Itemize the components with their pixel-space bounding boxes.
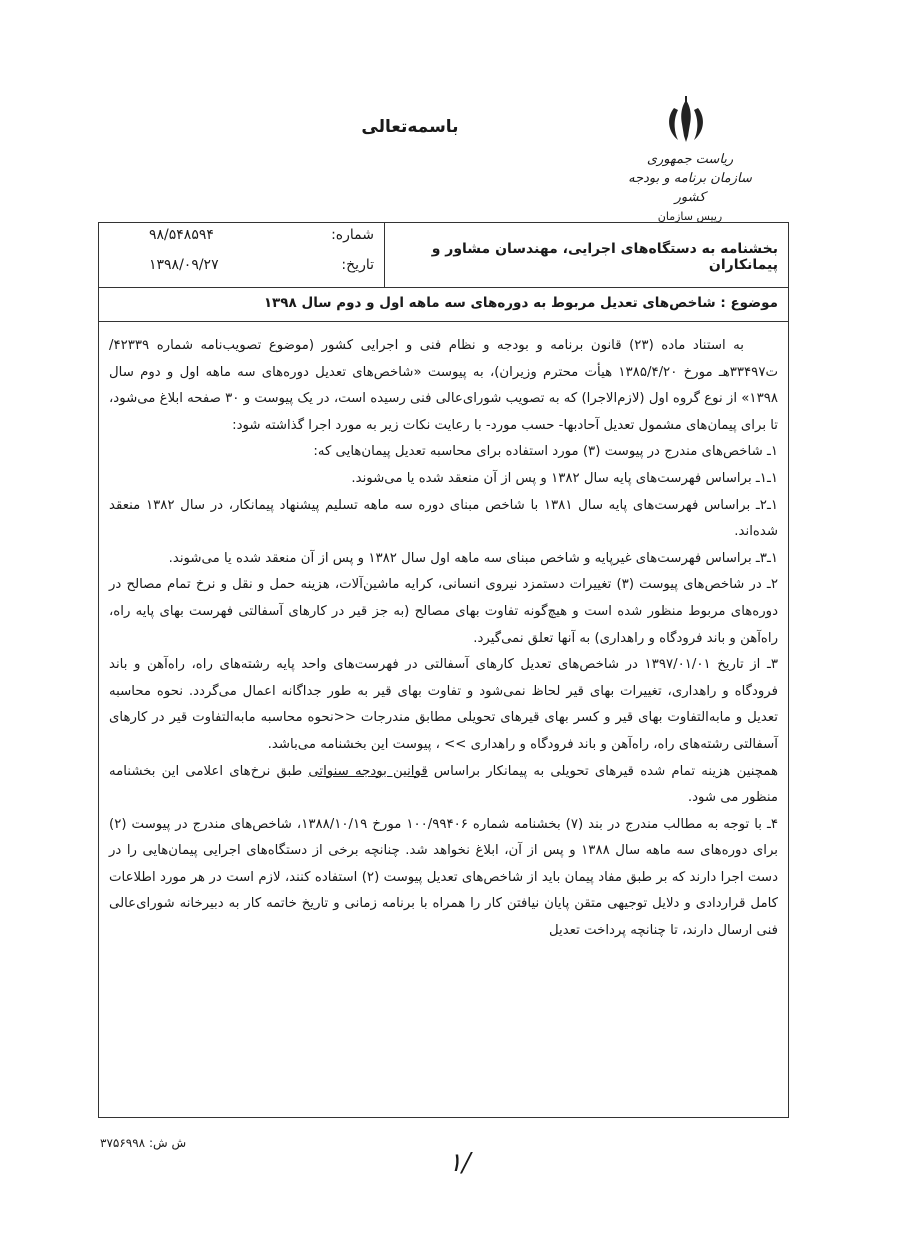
header-divider — [99, 287, 788, 288]
page-mark: ۱/ — [448, 1148, 471, 1178]
item-3-continuation — [109, 759, 778, 812]
number-value: ۹۸/۵۴۸۵۹۴ — [149, 227, 214, 243]
item-1-3: ۱ـ۳ـ براساس فهرست‌های غیرپایه و شاخص مبنای سه ماهه اول سال ۱۳۸۲ و پس از آن منعقد شده یا می‌شوند. — [168, 550, 778, 566]
letter-frame — [98, 222, 789, 1118]
header-vertical-divider — [384, 223, 385, 287]
letter-body — [109, 333, 778, 945]
org-line-organization: سازمان برنامه و بودجه کشور — [628, 171, 752, 205]
item-3: ۳ـ از تاریخ ۱۳۹۷/۰۱/۰۱ در شاخص‌های تعدیل کارهای آسفالتی در فهرست‌های واحد پایه رشته‌های راه، راه‌آهن و باند فرودگاه و راهداری، تغییرات بهای قیر لحاظ نمی‌شود و تفاوت بهای قیر به طور جداگانه اعمال می‌گردد. نحوه محاسبه تعدیل و مابه‌التفاوت بهای قیر و کسر بهای قیرهای تحویلی مطابق مندرجات <<نحوه محاسبه مابه‌التفاوت قیر در کارهای آسفالتی رشته‌های راه، راه‌آهن و باند فرودگاه و راهداری >> ، پیوست این بخشنامه می‌باشد. — [109, 657, 778, 752]
footer-reference: ش ش: ۳۷۵۶۹۹۸ — [100, 1136, 187, 1150]
subject-divider — [99, 321, 788, 322]
organization-signature-block — [620, 150, 760, 226]
date-value: ۱۳۹۸/۰۹/۲۷ — [149, 257, 219, 273]
item-1-2: ۱ـ۲ـ براساس فهرست‌های پایه سال ۱۳۸۱ با شاخص مبنای دوره سه ماهه تسلیم پیشنهاد پیمانکار، در سال ۱۳۸۲ منعقد شده‌اند. — [109, 497, 779, 540]
iran-emblem-icon — [662, 96, 710, 148]
org-line-head: رییس سازمان — [657, 210, 723, 223]
letter-number-row — [119, 227, 374, 251]
org-line-presidency: ریاست جمهوری — [646, 152, 734, 167]
subject-line: موضوع : شاخص‌های تعدیل مربوط به دوره‌های سه ماهه اول و دوم سال ۱۳۹۸ — [263, 295, 778, 311]
item-4: ۴ـ با توجه به مطالب مندرج در بند (۷) بخشنامه شماره ۱۰۰/۹۹۴۰۶ مورخ ۱۳۸۸/۱۰/۱۹، شاخص‌های مندرج در پیوست (۲) برای دوره‌های سه ماهه سال ۱۳۸۸ و پس از آن، ابلاغ نخواهد شد. چنانچه برخی از دستگاه‌های اجرایی پیمان‌هایی را در دست اجرا دارند که بر طبق مفاد پیمان باید از شاخص‌های تعدیل پیوست (۲) استفاده کنند، لازم است در هر مورد اطلاعات کامل قراردادی و دلایل توجیهی متقن پایان نیافتن کار را همراه با برنامه زمانی و تاریخ خاتمه کار به دبیرخانه شورای‌عالی فنی ارسال دارند، تا چنانچه پرداخت تعدیل — [109, 816, 778, 939]
item-2: ۲ـ در شاخص‌های پیوست (۳) تغییرات دستمزد نیروی انسانی، کرایه ماشین‌آلات، هزینه حمل و نقل و نرخ تمام مصالح در دوره‌های مربوط منظور شده است و هیچ‌گونه تفاوت بهای مصالح (به جز قیر در کارهای آسفالتی فهرست بهای پایه راه، راه‌آهن و باند فرودگاه و راهداری) به آنها تعلق نمی‌گیرد. — [109, 577, 778, 646]
item-3b-underlined: قوانین بودجه سنواتی — [308, 763, 428, 779]
item-3b-pre: همچنین هزینه تمام شده قیرهای تحویلی به پیمانکار براساس — [427, 763, 778, 779]
recipient-line: بخشنامه به دستگاه‌های اجرایی، مهندسان مشاور و پیمانکاران — [431, 241, 778, 273]
intro-paragraph: به استناد ماده (۲۳) قانون برنامه و بودجه و نظام فنی و اجرایی کشور (موضوع تصویب‌نامه شماره ۴۲۳۳۹/ت۳۳۴۹۷هـ مورخ ۱۳۸۵/۴/۲۰ هیأت محترم وزیران)، به پیوست «شاخص‌های تعدیل دوره‌های سه ماهه اول و دوم سال ۱۳۹۸» از نوع گروه اول (لازم‌الاجرا) که به تصویب شورای‌عالی فنی رسیده است، در یک پیوست و ۳۰ صفحه ابلاغ می‌شود، تا برای پیمان‌های مشمول تعدیل آحادبها- حسب مورد- با رعایت نکات زیر به مورد اجرا گذاشته شود: — [109, 338, 778, 433]
number-label: شماره: — [331, 227, 374, 243]
date-label: تاریخ: — [341, 257, 374, 273]
item-3b-post: طبق نرخ‌های اعلامی این بخشنامه منظور می شود. — [109, 763, 778, 806]
bismillah-heading: باسمه‌تعالی — [361, 117, 459, 137]
item-1: ۱ـ شاخص‌های مندرج در پیوست (۳) مورد استفاده برای محاسبه تعدیل پیمان‌هایی که: — [313, 444, 778, 460]
letter-date-row — [119, 257, 374, 281]
item-1-1: ۱ـ۱ـ براساس فهرست‌های پایه سال ۱۳۸۲ و پس از آن منعقد شده یا می‌شوند. — [351, 470, 778, 486]
